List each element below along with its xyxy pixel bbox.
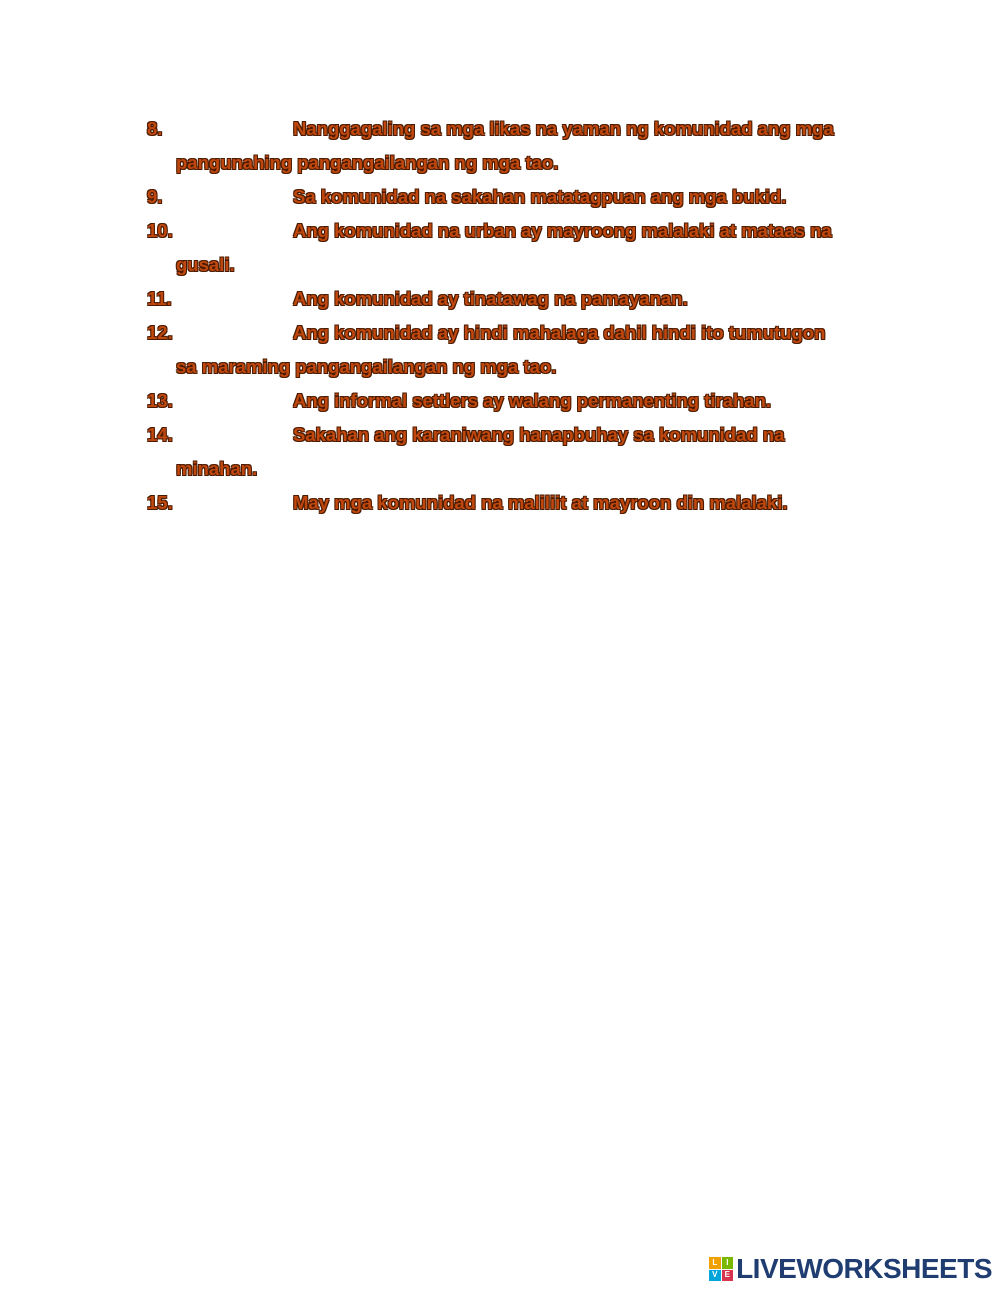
logo-letter-v: V — [709, 1270, 721, 1282]
item-11 — [147, 282, 877, 316]
item-text: Sa komunidad na sakahan matatagpuan ang mga bukid. — [293, 186, 787, 207]
item-text-continued: minahan. — [176, 458, 258, 479]
item-text-continued: pangunahing pangangailangan ng mga tao. — [176, 152, 559, 173]
item-13 — [147, 384, 877, 418]
item-12 — [147, 316, 877, 384]
item-number: 11. — [147, 288, 172, 309]
item-number: 15. — [147, 492, 173, 513]
item-9 — [147, 180, 877, 214]
item-15 — [147, 486, 877, 520]
item-text: May mga komunidad na maliliit at mayroon din malalaki. — [293, 492, 788, 513]
liveworksheets-logo-icon — [709, 1257, 733, 1281]
item-8 — [147, 112, 877, 180]
logo-letter-l: L — [709, 1257, 721, 1269]
item-number: 13. — [147, 390, 173, 411]
item-10 — [147, 214, 877, 282]
logo-text: LIVEWORKSHEETS — [736, 1253, 992, 1284]
item-text-continued: sa maraming pangangailangan ng mga tao. — [176, 356, 557, 377]
item-number: 9. — [147, 186, 163, 207]
logo-letter-i: I — [722, 1257, 734, 1269]
liveworksheets-logo — [709, 1253, 992, 1285]
item-text-continued: gusali. — [176, 254, 235, 275]
item-text: Nanggagaling sa mga likas na yaman ng komunidad ang mga — [293, 118, 834, 139]
item-14 — [147, 418, 877, 486]
item-text: Ang informal settlers ay walang permanenting tirahan. — [293, 390, 772, 411]
item-text: Sakahan ang karaniwang hanapbuhay sa komunidad na — [293, 424, 785, 445]
item-text: Ang komunidad ay hindi mahalaga dahil hindi ito tumutugon — [293, 322, 826, 343]
item-text: Ang komunidad ay tinatawag na pamayanan. — [293, 288, 688, 309]
item-number: 10. — [147, 220, 173, 241]
item-text: Ang komunidad na urban ay mayroong malalaki at mataas na — [293, 220, 832, 241]
item-number: 14. — [147, 424, 173, 445]
logo-letter-e: E — [722, 1270, 734, 1282]
item-number: 8. — [147, 118, 163, 139]
worksheet-items — [147, 112, 877, 520]
item-number: 12. — [147, 322, 173, 343]
